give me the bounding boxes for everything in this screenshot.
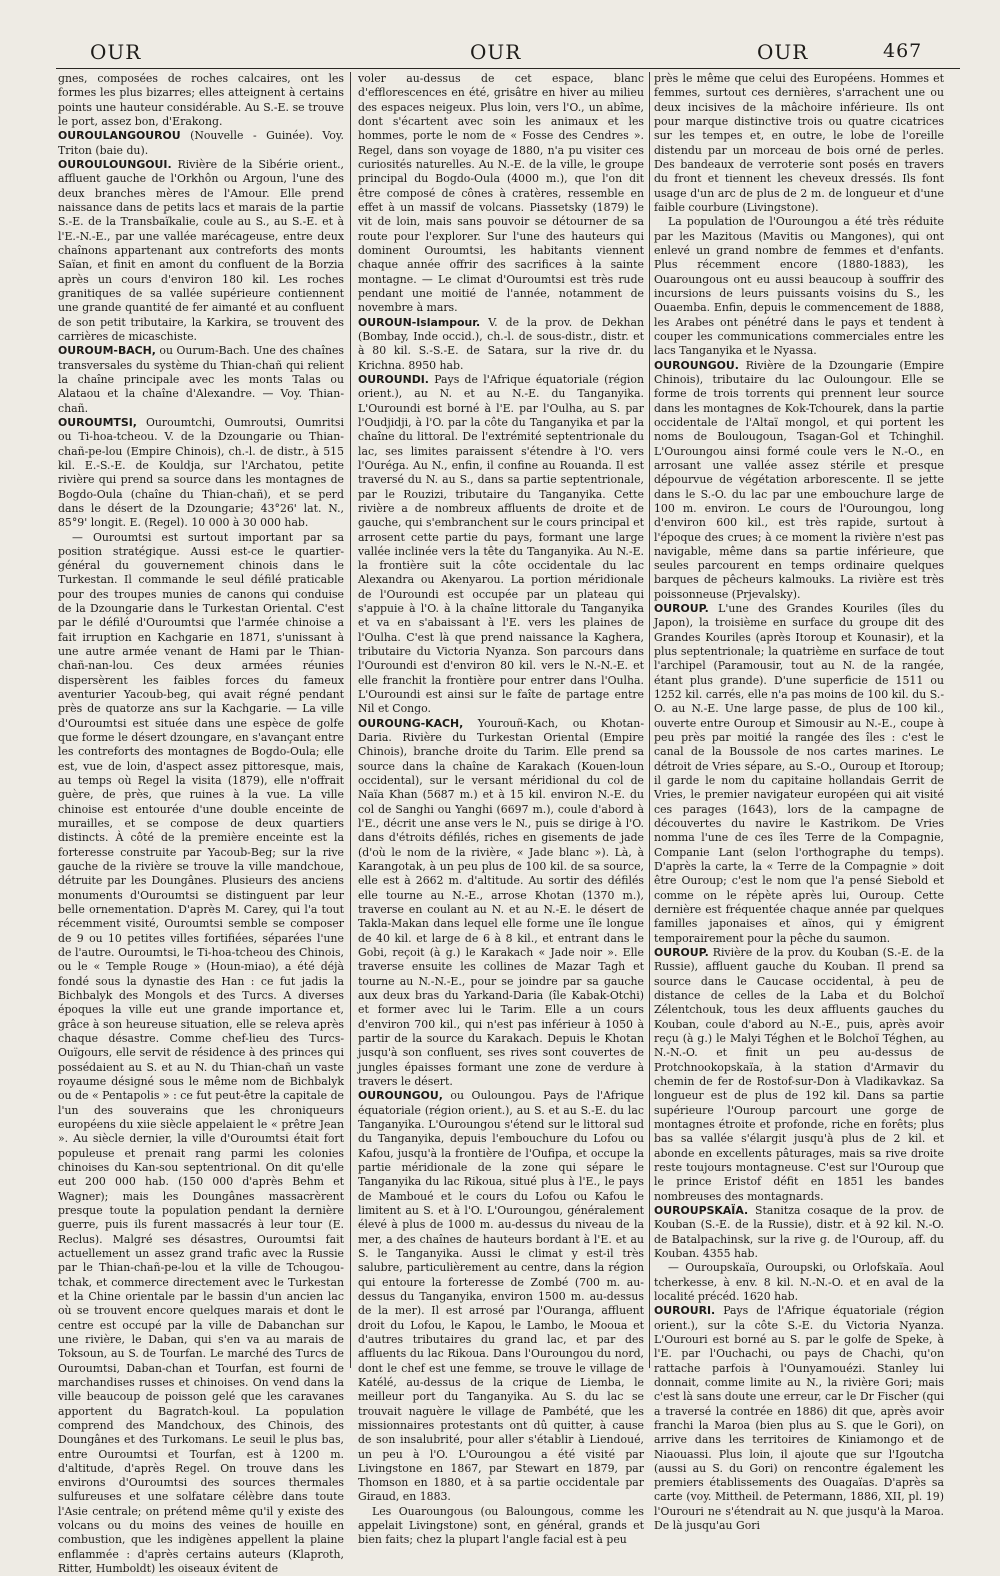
dictionary-entry (654, 359, 944, 603)
entry-text: ou Ourum-Bach. Une des chaînes transversales du système du Thian-chañ qui relient la chaîne principale avec les monts Talas ou Alataou et la chaîne d'Alexandre. — Voy. Thian-chañ. (58, 344, 344, 414)
entry-text: Stanitza cosaque de la prov. de Kouban (S.-E. de la Russie), distr. et à 92 kil. N.-O. de Batalpachinsk, sur la rive g. de l'Ouroup, aff. du Kouban. 4355 hab. (654, 1204, 944, 1260)
entry-text: (Nouvelle - Guinée). Voy. Triton (baie du). (58, 129, 344, 156)
entry-text: voler au-dessus de cet espace, blanc d'efflorescences en été, grisâtre en hiver au milieu des espaces neigeux. Plus loin, vers l'O., un abîme, dont s'écartent avec soin les animaux et les hommes, porte le nom de « Fosse des Cendres ». Regel, dans son voyage de 1880, n'a pu visiter ces curiosités naturelles. Au N.-E. de la ville, le groupe principal du Bogdo-Oula (4000 m.), que l'on dit être composé de cônes à cratères, ressemble en effet à un massif de volcans. Piassetsky (1879) le vit de loin, mais sans pouvoir se détourner de sa route pour l'explorer. Sur l'une des hauteurs qui dominent Ouroumtsi, les habitants viennent chaque année offrir des sacrifices à la sainte montagne. — Le climat d'Ouroumtsi est très rude pendant une moitié de l'année, notamment de novembre à mars. (358, 72, 644, 314)
dictionary-entry (58, 344, 344, 416)
column-right (654, 72, 944, 1370)
entry-text: Rivière de la Sibérie orient., affluent gauche de l'Orkhôn ou Argoun, l'une des deux branches mères de l'Amour. Elle prend naissance dans de petits lacs et marais de la partie S.-E. de la Transbaïkalie, coule au S., au S.-E. et à l'E.-N.-E., par une vallée marécageuse, entre deux chaînons appartenant aux contreforts des monts Saïan, et finit en amont du confluent de la Borzia après un cours d'environ 180 kil. Les roches granitiques de sa vallée supérieure contiennent une grande quantité de fer aimanté et au confluent de son petit tributaire, la Karkira, se trouvent des carrières de micaschiste. (58, 158, 344, 343)
column-divider (350, 72, 351, 1368)
dictionary-entry (58, 129, 344, 158)
entry-headword: OUROURI. (654, 1304, 715, 1317)
dictionary-entry (654, 1261, 944, 1304)
dictionary-entry (358, 72, 644, 316)
entry-headword: OUROUM-BACH, (58, 344, 156, 357)
entry-text: gnes, composées de roches calcaires, ont les formes les plus bizarres; elles atteignent à certains points une hauteur considérable. Au S.-E. se trouve le port, assez bon, d'Erakong. (58, 72, 344, 128)
dictionary-entry (654, 946, 944, 1204)
dictionary-entry (358, 316, 644, 373)
dictionary-entry (358, 373, 644, 717)
dictionary-entry (58, 531, 344, 1576)
entry-text: — Ouroupskaïa, Ouroupski, ou Orlofskaïa. Aoul tcherkesse, à env. 8 kil. N.-N.-O. et en aval de la localité précéd. 1620 hab. (654, 1261, 944, 1303)
column-middle (358, 72, 644, 1370)
column-left (58, 72, 344, 1370)
entry-text: près le même que celui des Européens. Hommes et femmes, surtout ces dernières, s'arrachent une ou deux incisives de la mâchoire inférieure. Ils ont pour marque distinctive trois ou quatre cicatrices sur les tempes et, en outre, le lobe de l'oreille distendu par un morceau de bois orné de perles. Des bandeaux de verroterie sont posés en travers du front et tiennent les cheveux dressés. Ils font usage d'un arc de plus de 2 m. de longueur et d'une faible courbure (Livingstone). (654, 72, 944, 214)
entry-text: L'une des Grandes Kouriles (îles du Japon), la troisième en surface du groupe dit des Grandes Kouriles (après Itoroup et Kounasir), et la plus septentrionale; la quatrième en surface de tout l'archipel (Paramousir, tout au N. de la rangée, étant plus grande). D'une superficie de 1511 ou 1252 kil. carrés, elle n'a pas moins de 100 kil. du S.-O. au N.-E. Une large passe, de plus de 100 kil., ouverte entre Ouroup et Simousir au N.-E., coupe à peu près par moitié la rangée des îles : c'est le canal de la Boussole de nos cartes marines. Le détroit de Vries sépare, au S.-O., Ouroup et Itoroup; il garde le nom du capitaine hollandais Gerrit de Vries, le premier navigateur européen qui ait visité ces parages (1643), lors de la campagne de découvertes du navire le Kastrikom. De Vries nomma l'une de ces îles Terre de la Compagnie, Companie Lant (selon l'orthographe du temps). D'après la carte, la « Terre de la Compagnie » doit être Ouroup; c'est le nom que l'a pensé Siebold et comme on le répète après lui, Ouroup. Cette dernière est fréquentée chaque année par quelques familles japonaises et aïnos, qui y émigrent temporairement pour la pêche du saumon. (654, 602, 944, 945)
dictionary-entry (58, 158, 344, 344)
dictionary-entry (358, 1505, 644, 1548)
header-rule (56, 68, 960, 69)
entry-headword: OUROUPSKAÏA. (654, 1204, 748, 1217)
entry-headword: OUROUNGOU, (358, 1089, 443, 1102)
dictionary-entry (654, 1304, 944, 1533)
entry-text: Ouroumtchi, Oumroutsi, Oumritsi ou Ti-hoa-tcheou. V. de la Dzoungarie ou Thian-chañ-pe-lou (Empire Chinois), ch.-l. de distr., à 515 kil. E.-S.-E. de Kouldja, sur l'Archatou, petite rivière qui prend sa source dans les montagnes de Bogdo-Oula (chaîne du Thian-chañ), et se perd dans le désert de la Dzoungarie; 43°26' lat. N., 85°9' longit. E. (Regel). 10 000 à 30 000 hab. (58, 416, 344, 529)
entry-headword: OUROULANGOUROU (58, 129, 181, 142)
entry-headword: OUROUNG-KACH, (358, 717, 463, 730)
entry-headword: OUROUP. (654, 946, 709, 959)
entry-text: V. de la prov. de Dekhan (Bombay, Inde occid.), ch.-l. de sous-distr., distr. et à 80 kil. S.-S.-E. de Satara, sur la rive dr. du Krichna. 8950 hab. (358, 316, 644, 372)
dictionary-entry (654, 1204, 944, 1261)
dictionary-entry (654, 602, 944, 946)
entry-text: La population de l'Ouroungou a été très réduite par les Mazitous (Mavitis ou Mangones), qui ont enlevé un grand nombre de femmes et d'enfants. Plus récemment encore (1880-1883), les Ouaroungous ont eu aussi beaucoup à souffrir des incursions de leurs puissants voisins du S., les Ouaemba. Enfin, depuis le commencement de 1888, les Arabes ont pénétré dans le pays et tendent à couper les communications commerciales entre les lacs Tanganyika et le Nyassa. (654, 215, 944, 357)
entry-text: Les Ouaroungous (ou Baloungous, comme les appelait Livingstone) sont, en général, grands et bien faits; chez la plupart l'angle facial est à peu (358, 1505, 644, 1547)
entry-text: — Ouroumtsi est surtout important par sa position stratégique. Aussi est-ce le quartier-général du gouvernement chinois dans le Turkestan. Il commande le seul défilé praticable pour des troupes munies de canons qui conduise de la Dzoungarie dans le Turkestan Oriental. C'est par le défilé d'Ouroumtsi que l'armée chinoise a fait irruption en Kachgarie en 1871, s'unissant à une autre armée venant de Hami par le Thian-chañ-nan-lou. Ces deux armées réunies dispersèrent les faibles forces du fameux aventurier Yacoub-beg, qui avait régné pendant près de quatorze ans sur la Kachgarie. — La ville d'Ouroumtsi est située dans une espèce de golfe que forme le désert dzoungare, en s'avançant entre les contreforts des montagnes de Bogdo-Oula; elle est, vue de loin, d'aspect assez pittoresque, mais, au temps où Regel la visita (1879), elle n'offrait guère, de près, que ruines à la vue. La ville chinoise est entourée d'une double enceinte de murailles, et se compose de deux quartiers distincts. À côté de la première enceinte est la forteresse construite par Yacoub-Beg; sur la rive gauche de la rivière se trouve la ville mandchoue, détruite par les Doungânes. Plusieurs des anciens monuments d'Ouroumtsi se distinguent par leur belle ornementation. D'après M. Carey, qui l'a tout récemment visité, Ouroumtsi semble se composer de 9 ou 10 petites villes fortifiées, séparées l'une de l'autre. Ouroumtsi, le Ti-hoa-tcheou des Chinois, ou le « Temple Rouge » (Houn-miao), a été déjà fondé sous la dynastie des Han : ce fut jadis la Bichbalyk des Mongols et des Turcs. A diverses époques la ville eut une grande importance et, grâce à son heureuse situation, elle se releva après chaque désastre. Comme chef-lieu des Turcs-Ouïgours, elle servit de résidence à des princes qui possédaient au S. et au N. du Thian-chañ un vaste royaume désigné sous le même nom de Bichbalyk ou de « Pentapolis » : ce fut peut-être la capitale de l'un des souverains que les chroniqueurs européens du xiie siècle appelaient le « prêtre Jean ». Au siècle dernier, la ville d'Ouroumtsi était fort populeuse et prenait rang parmi les colonies chinoises du Kan-sou septentrional. On dit qu'elle eut 200 000 hab. (150 000 d'après Behm et Wagner); mais les Doungânes massacrèrent presque toute la population pendant la dernière guerre, puis ils furent massacrés à leur tour (E. Reclus). Malgré ses désastres, Ouroumtsi fait actuellement un assez grand trafic avec la Russie par le Thian-chañ-pe-lou et la ville de Tchougou-tchak, et commerce directement avec le Turkestan et la Chine orientale par le bassin d'un ancien lac où se trouvent encore quelques marais et dont le centre est occupé par la ville de Dabanchan sur une rivière, le Daban, qui s'en va au marais de Toksoun, au S. de Tourfan. Le marché des Turcs de Ouroumtsi, Daban-chan et Tourfan, est fourni de marchandises russes et chinoises. On vend dans la ville beaucoup de poisson gelé que les caravanes apportent du Bagratch-koul. La population comprend des Mandchoux, des Chinois, des Doungânes et des Turkomans. Le seuil le plus bas, entre Ouroumtsi et Tourfan, est à 1200 m. d'altitude, d'après Regel. On trouve dans les environs d'Ouroumtsi des sources thermales sulfureuses et une solfatare célèbre dans toute l'Asie centrale; on prétend même qu'il y existe des volcans ou du moins des veines de houille en combustion, que les indigènes appellent la plaine enflammée : d'après certains auteurs (Klaproth, Ritter, Humboldt) les oiseaux évitent de (58, 531, 344, 1576)
dictionary-entry (654, 72, 944, 215)
entry-headword: OUROUN-Islampour. (358, 316, 480, 329)
page-number: 467 (883, 40, 922, 62)
column-divider (649, 72, 650, 1368)
dictionary-entry (358, 1089, 644, 1505)
dictionary-entry (58, 416, 344, 531)
entry-text: Rivière de la Dzoungarie (Empire Chinois), tributaire du lac Ouloungour. Elle se forme de trois torrents qui prennent leur source dans les montagnes de Kok-Tchourek, dans la partie occidentale de l'Altaï mongol, et qui portent les noms de Boulougoun, Tsagan-Gol et Tchinghil. L'Ouroungou ainsi formé coule vers le N.-O., en arrosant une vallée assez stérile et presque dépourvue de végétation arborescente. Il se jette dans le S.-O. du lac par une embouchure large de 100 m. environ. Le cours de l'Ouroungou, long d'environ 600 kil., est très rapide, surtout à l'époque des crues; à ce moment la rivière n'est pas navigable, même dans sa partie inférieure, que seules parcourent en temps ordinaire quelques barques de pêcheurs kalmouks. La rivière est très poissonneuse (Prjevalsky). (654, 359, 944, 601)
dictionary-entry (654, 215, 944, 358)
running-head-center: OUR (470, 40, 521, 64)
running-head-left: OUR (90, 40, 141, 64)
entry-text: ou Ouloungou. Pays de l'Afrique équatoriale (région orient.), au S. et au S.-E. du lac Tanganyika. L'Ouroungou s'étend sur le littoral sud du Tanganyika, depuis l'embouchure du Lofou ou Kafou, jusqu'à la frontière de l'Oufipa, et occupe la partie méridionale de la zone qui sépare le Tanganyika du lac Rikoua, situé plus à l'E., le pays de Mamboué et le cours du Lofou ou Kafou le limitent au S. et à l'O. L'Ouroungou, généralement élevé à plus de 1000 m. au-dessus du niveau de la mer, a des chaînes de hauteurs bordant à l'E. et au S. le Tanganyika. Aussi le climat y est-il très salubre, particulièrement au centre, dans la région qui entoure la forteresse de Zombé (700 m. au-dessus du Tanganyika, environ 1500 m. au-dessus de la mer). Il est arrosé par l'Ouranga, affluent droit du Lofou, le Kapou, le Lambo, le Mooua et d'autres tributaires du grand lac, et par des affluents du lac Rikoua. Dans l'Ouroungou du nord, dont le chef est une femme, se trouve le village de Katélé, au-dessus de la crique de Liemba, le meilleur port du Tanganyika. Au S. du lac se trouvait naguère le village de Pambété, que les missionnaires protestants ont dû quitter, à cause de son insalubrité, pour aller s'établir à Liendoué, un peu à l'O. L'Ouroungou a été visité par Livingstone en 1867, par Stewart en 1879, par Thomson en 1880, et à sa partie occidentale par Giraud, en 1883. (358, 1089, 644, 1503)
entry-text: Yourouñ-Kach, ou Khotan-Daria. Rivière du Turkestan Oriental (Empire Chinois), branche droite du Tarim. Elle prend sa source dans la chaîne de Karakach (Kouen-loun occidental), sur le versant méridional du col de Naïa Khan (5687 m.) et à 15 kil. environ N.-E. du col de Sanghi ou Yanghi (6697 m.), coule d'abord à l'E., décrit une anse vers le N., puis se dirige à l'O. dans d'étroits défilés, riches en gisements de jade (d'où le nom de la rivière, « Jade blanc »). Là, à Karangotak, à un peu plus de 100 kil. de sa source, elle est à 2662 m. d'altitude. Au sortir des défilés elle tourne au N.-E., arrose Khotan (1370 m.), traverse en coulant au N. et au N.-E. le désert de Takla-Makan dans lequel elle forme une île longue de 40 kil. et large de 6 à 8 kil., et entrant dans le Gobi, reçoit (à g.) le Karakach « Jade noir ». Elle traverse ensuite les collines de Mazar Tagh et tourne au N.-N.-E., pour se joindre par sa gauche aux deux bras du Yarkand-Daria (île Kabak-Otchi) et former avec lui le Tarim. Elle a un cours d'environ 700 kil., qui n'est pas inférieur à 1050 à partir de la source du Karakach. Depuis le Khotan jusqu'à son confluent, ses rives sont couvertes de jungles épaisses formant une zone de verdure à travers le désert. (358, 717, 644, 1088)
entry-headword: OUROUNDI. (358, 373, 429, 386)
dictionary-entry (358, 717, 644, 1090)
dictionary-entry (58, 72, 344, 129)
entry-headword: OUROUMTSI, (58, 416, 137, 429)
entry-headword: OUROUP. (654, 602, 709, 615)
entry-headword: OUROULOUNGOUI. (58, 158, 172, 171)
entry-text: Pays de l'Afrique équatoriale (région orient.), au N. et au N.-E. du Tanganyika. L'Ouroundi est borné à l'E. par l'Oulha, au S. par l'Oudjidji, à l'O. par la côte du Tanganyika et par la chaîne du littoral. De l'extrémité septentrionale du lac, ses limites paraissent s'étendre à l'O. vers l'Ouréga. Au N., enfin, il confine au Rouanda. Il est traversé du N. au S., dans sa partie septentrionale, par le Rouzizi, tributaire du Tanganyika. Cette rivière a de nombreux affluents de droite et de gauche, qui s'embranchent sur le cours principal et arrosent cette partie du pays, formant une large vallée inclinée vers la tête du Tanganyika. Au N.-E. la frontière suit la côte occidentale du lac Alexandra ou Akenyarou. La portion méridionale de l'Ouroundi est occupée par un plateau qui s'appuie à l'O. à la chaîne littorale du Tanganyika et va en s'abaissant à l'E. vers les plaines de l'Oulha. C'est là que prend naissance la Kaghera, tributaire du Victoria Nyanza. Son parcours dans l'Ouroundi est d'environ 80 kil. vers le N.-N.-E. et elle franchit la frontière pour entrer dans l'Oulha. L'Ouroundi est ainsi sur le faîte de partage entre Nil et Congo. (358, 373, 644, 716)
running-head-right: OUR (757, 40, 808, 64)
entry-text: Pays de l'Afrique équatoriale (région orient.), sur la côte S.-E. du Victoria Nyanza. L'Ourouri est borné au S. par le golfe de Speke, à l'E. par l'Ouchachi, ou pays de Chachi, qu'on rattache parfois à l'Ounyamouézi. Stanley lui donnait, comme limite au N., la rivière Gori; mais c'est là sans doute une erreur, car le Dr Fischer (qui a traversé la contrée en 1886) dit que, après avoir franchi la Maroa (bien plus au S. que le Gori), on arrive dans les territoires de Kiniamongo et de Niaouassi. Plus loin, il ajoute que sur l'Igoutcha (aussi au S. du Gori) on rencontre également les premiers établissements des Ouagaïas. D'après sa carte (voy. Mittheil. de Petermann, 1886, XII, pl. 19) l'Ourouri ne s'étendrait au N. que jusqu'à la Maroa. De là jusqu'au Gori (654, 1304, 944, 1532)
entry-text: Rivière de la prov. du Kouban (S.-E. de la Russie), affluent gauche du Kouban. Il prend sa source dans le Caucase occidental, à peu de distance de celles de la Laba et du Bolchoï Zélentchouk, tous les deux affluents gauches du Kouban, coule d'abord au N.-E., puis, après avoir reçu (à g.) le Malyi Téghen et le Bolchoï Téghen, au N.-N.-O. et finit un peu au-dessus de Protchnookopskaïa, à la station d'Armavir du chemin de fer de Rostof-sur-Don à Vladikavkaz. Sa longueur est de plus de 192 kil. Dans sa partie supérieure l'Ouroup parcourt une gorge de montagnes étroite et profonde, riche en forêts; plus bas sa vallée s'élargit jusqu'à plus de 2 kil. et abonde en excellents pâturages, mais sa rive droite reste toujours montagneuse. C'est sur l'Ouroup que le prince Eristof défit en 1851 les bandes nombreuses des montagnards. (654, 946, 944, 1203)
entry-headword: OUROUNGOU. (654, 359, 739, 372)
